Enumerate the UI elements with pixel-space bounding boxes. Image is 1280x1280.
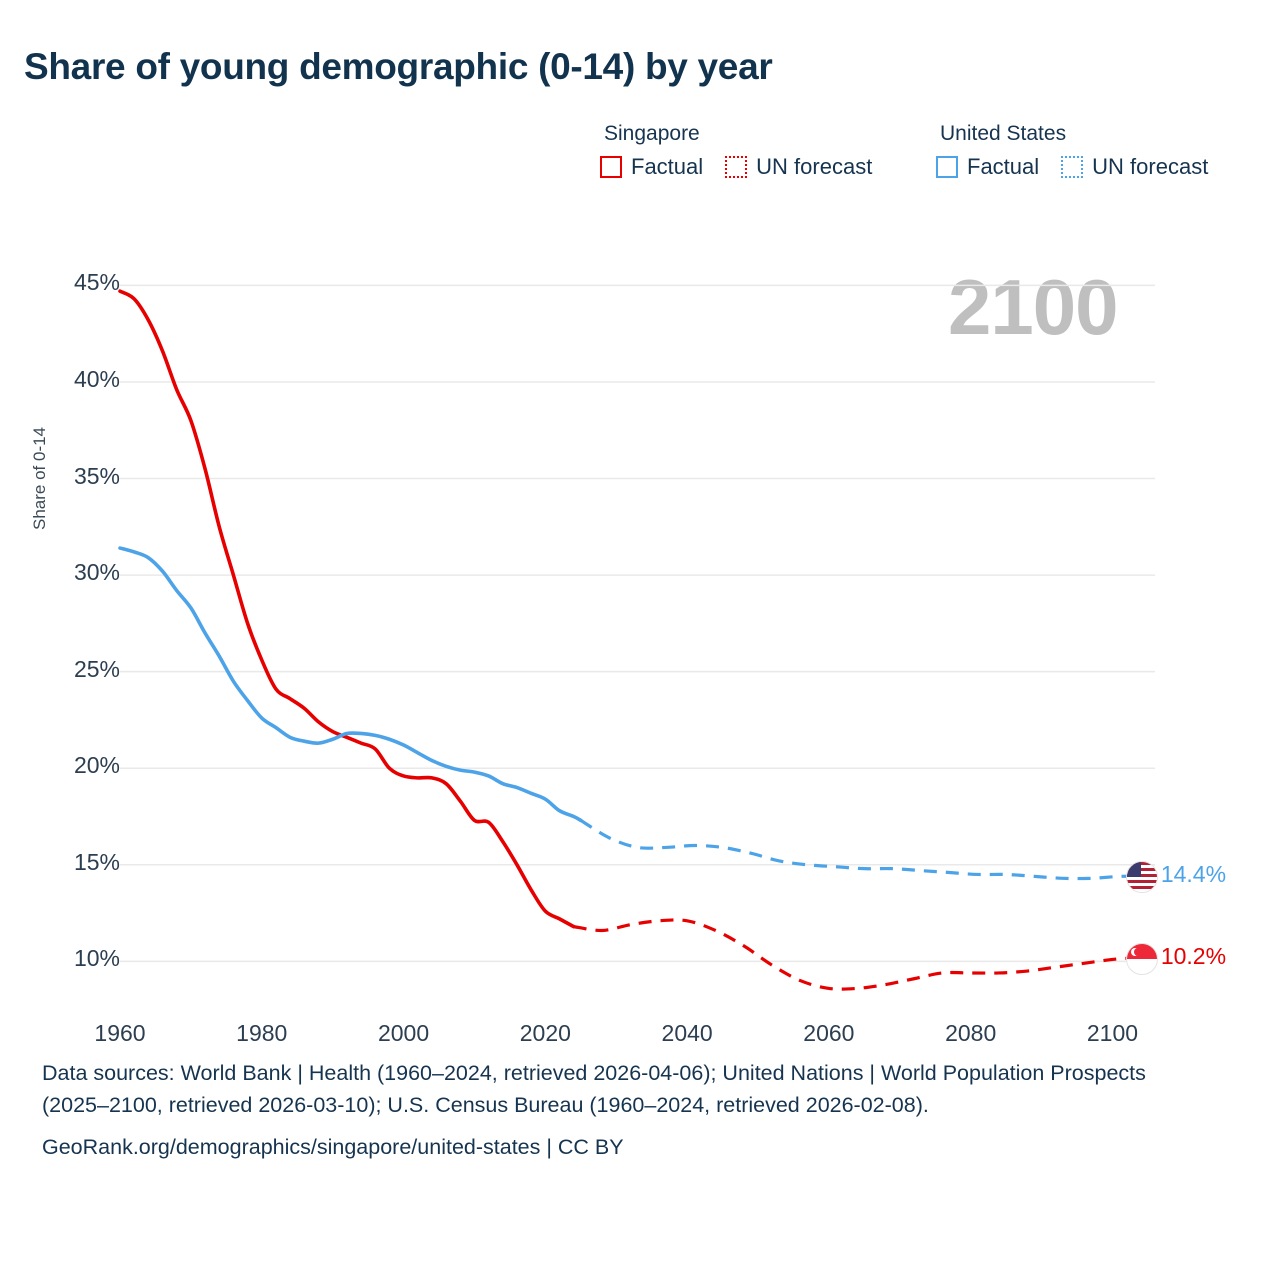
flag-icon-united-states (1126, 861, 1158, 893)
y-tick-label: 40% (73, 365, 120, 392)
page-title: Share of young demographic (0-14) by year (24, 46, 773, 87)
x-tick-label: 2060 (803, 1020, 855, 1046)
legend-group-singapore (600, 122, 936, 180)
legend-item-singapore-factual[interactable] (600, 154, 703, 180)
y-tick-label: 10% (73, 945, 120, 972)
x-tick-label: 1960 (94, 1020, 146, 1046)
legend-item-united-states-factual[interactable] (936, 154, 1039, 180)
legend-item-united-states-forecast[interactable] (1061, 154, 1208, 180)
legend-item-singapore-forecast[interactable] (725, 154, 872, 180)
footer (42, 1058, 1242, 1160)
y-tick-label: 25% (73, 655, 120, 682)
plot-area (0, 230, 1280, 1046)
y-tick-label: 30% (73, 559, 120, 586)
endpoint-label-united-states: 14.4% (1160, 861, 1227, 888)
x-tick-label: 2080 (945, 1020, 997, 1046)
legend-label: UN forecast (756, 154, 873, 179)
chart-legend (600, 122, 1260, 180)
legend-swatch-icon (725, 156, 747, 178)
legend-label: Factual (967, 154, 1040, 179)
legend-swatch-icon (936, 156, 958, 178)
y-tick-label: 35% (73, 462, 120, 489)
x-tick-label: 1980 (236, 1020, 288, 1046)
x-tick-label: 2000 (377, 1020, 430, 1046)
y-tick-label: 45% (73, 269, 120, 296)
x-axis-ticks (0, 230, 1280, 1046)
source-link-text[interactable]: GeoRank.org/demographics/singapore/united-states | CC BY (42, 1135, 624, 1160)
legend-label: UN forecast (1092, 154, 1209, 179)
flag-icon-singapore (1126, 943, 1158, 975)
x-tick-label: 2040 (661, 1020, 713, 1046)
x-tick-label: 2100 (1086, 1020, 1139, 1046)
legend-swatch-icon (1061, 156, 1083, 178)
y-tick-label: 15% (73, 848, 120, 875)
y-axis-title: Share of 0-14 (30, 426, 49, 530)
y-tick-label: 20% (73, 752, 120, 779)
endpoint-label-singapore: 10.2% (1160, 942, 1227, 969)
watermark-year-label: 2100 (948, 263, 1118, 351)
legend-group-united-states (936, 122, 1256, 180)
legend-group-title-singapore: Singapore (604, 122, 700, 145)
legend-group-title-united-states: United States (940, 122, 1067, 145)
legend-label: Factual (631, 154, 704, 179)
data-sources-text: Data sources: World Bank | Health (1960–2024, retrieved 2026-04-06); United Nations | World Population Prospects (2025–2100, retrieved 2026-03-10); U.S. Census Bureau (1960–2024, retrieved 2026-02-08). (42, 1061, 1146, 1117)
legend-swatch-icon (600, 156, 622, 178)
x-tick-label: 2020 (519, 1020, 571, 1046)
